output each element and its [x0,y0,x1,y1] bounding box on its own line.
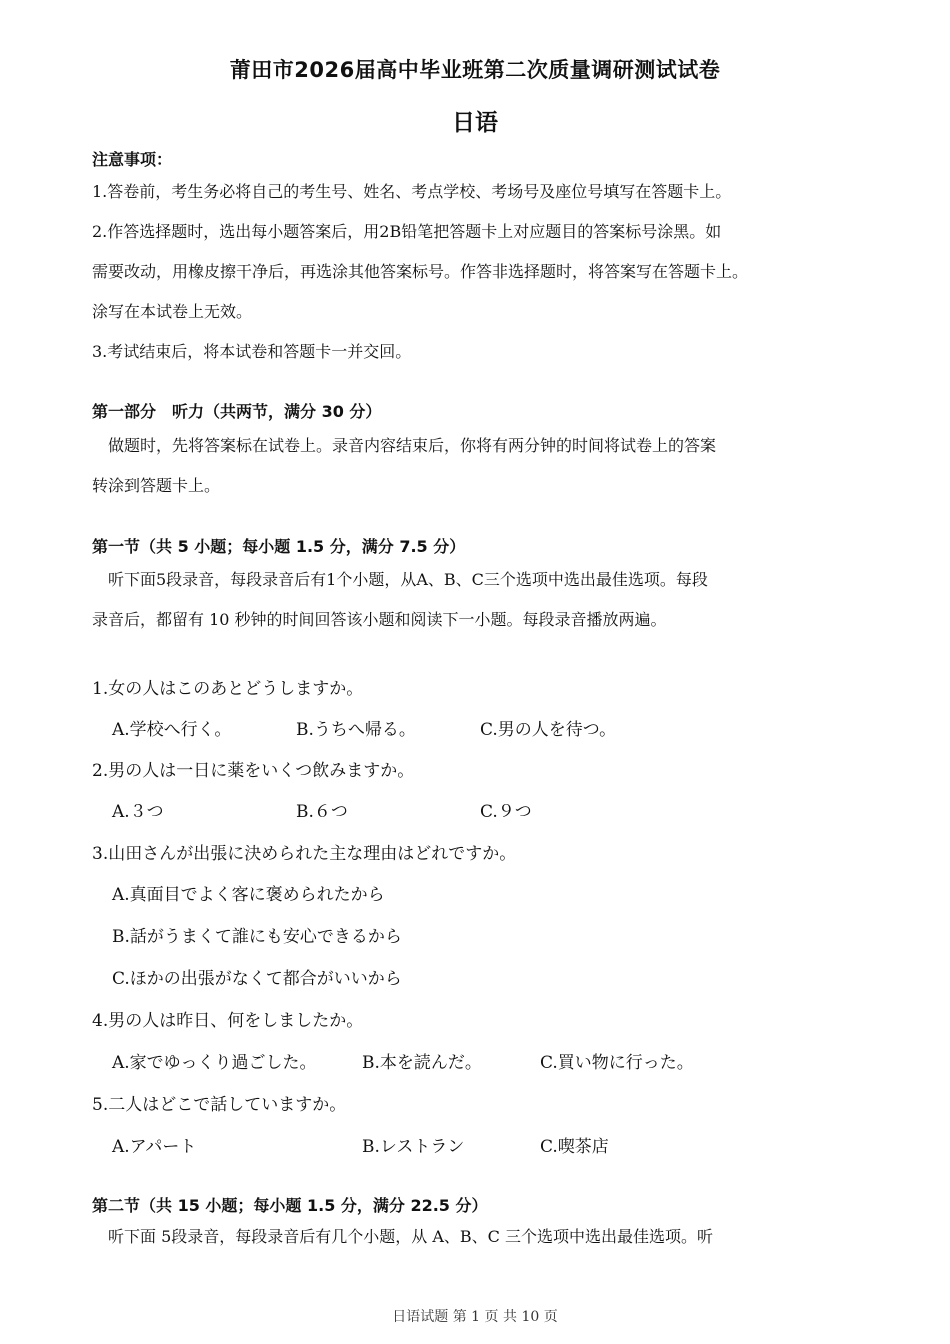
question-2: 2.男の人は一日に薬をいくつ飲みますか。 [92,761,415,781]
notice-line: 1.答卷前，考生务必将自己的考生号、姓名、考点学校、考场号及座位号填写在答题卡上。 [92,182,732,201]
notice-line: 2.作答选择题时，选出每小题答案后，用2B铅笔把答题卡上对应题目的答案标号涂黑。如 [92,222,722,241]
option-c: C.喫茶店 [540,1137,609,1157]
notice-line: 涂写在本试卷上无效。 [92,302,253,321]
section2-heading: 第二节（共 15 小题；每小题 1.5 分，满分 22.5 分） [92,1196,488,1215]
part1-instruction: 转涂到答题卡上。 [92,476,221,495]
section2-instruction: 听下面 5段录音，每段录音后有几个小题，从 A、B、C 三个选项中选出最佳选项。听 [92,1227,713,1246]
notice-heading: 注意事项： [92,150,173,169]
part1-heading: 第一部分 听力（共两节，满分 30 分） [92,402,382,421]
page-footer: 日语试题 第 1 页 共 10 页 [392,1309,558,1325]
question-4: 4.男の人は昨日、何をしましたか。 [92,1011,364,1031]
option-c: C.男の人を待つ。 [480,720,617,740]
question-3: 3.山田さんが出張に決められた主な理由はどれですか。 [92,844,517,864]
question-1: 1.女の人はこのあとどうしますか。 [92,679,364,699]
option-a: A.家でゆっくり過ごした。 [112,1053,317,1073]
option-b: B.レストラン [362,1137,465,1157]
option-b: B.６つ [296,802,348,822]
option-c: C.９つ [480,802,532,822]
section1-instruction: 录音后，都留有 10 秒钟的时间回答该小题和阅读下一小题。每段录音播放两遍。 [92,610,667,629]
option-a: A.３つ [112,802,164,822]
notice-line: 需要改动，用橡皮擦干净后，再选涂其他答案标号。作答非选择题时，将答案写在答题卡上。 [92,262,749,281]
option-b: B.本を読んだ。 [362,1053,482,1073]
part1-instruction: 做题时，先将答案标在试卷上。录音内容结束后，你将有两分钟的时间将试卷上的答案 [92,436,717,455]
option-a: A.真面目でよく客に褒められたから [112,885,385,905]
question-5: 5.二人はどこで話していますか。 [92,1095,347,1115]
option-b: B.うちへ帰る。 [296,720,416,740]
section1-instruction: 听下面5段录音，每段录音后有1个小题，从A、B、C三个选项中选出最佳选项。每段 [92,570,708,589]
subject-title: 日语 [452,110,498,136]
option-a: A.学校へ行く。 [112,720,232,740]
option-a: A.アパート [112,1137,197,1157]
exam-title: 莆田市2026届高中毕业班第二次质量调研测试试卷 [229,58,721,82]
section1-heading: 第一节（共 5 小题；每小题 1.5 分，满分 7.5 分） [92,537,466,556]
option-c: C.買い物に行った。 [540,1053,694,1073]
option-b: B.話がうまくて誰にも安心できるから [112,927,402,947]
option-c: C.ほかの出張がなくて都合がいいから [112,969,402,989]
notice-line: 3.考试结束后，将本试卷和答题卡一并交回。 [92,342,412,361]
